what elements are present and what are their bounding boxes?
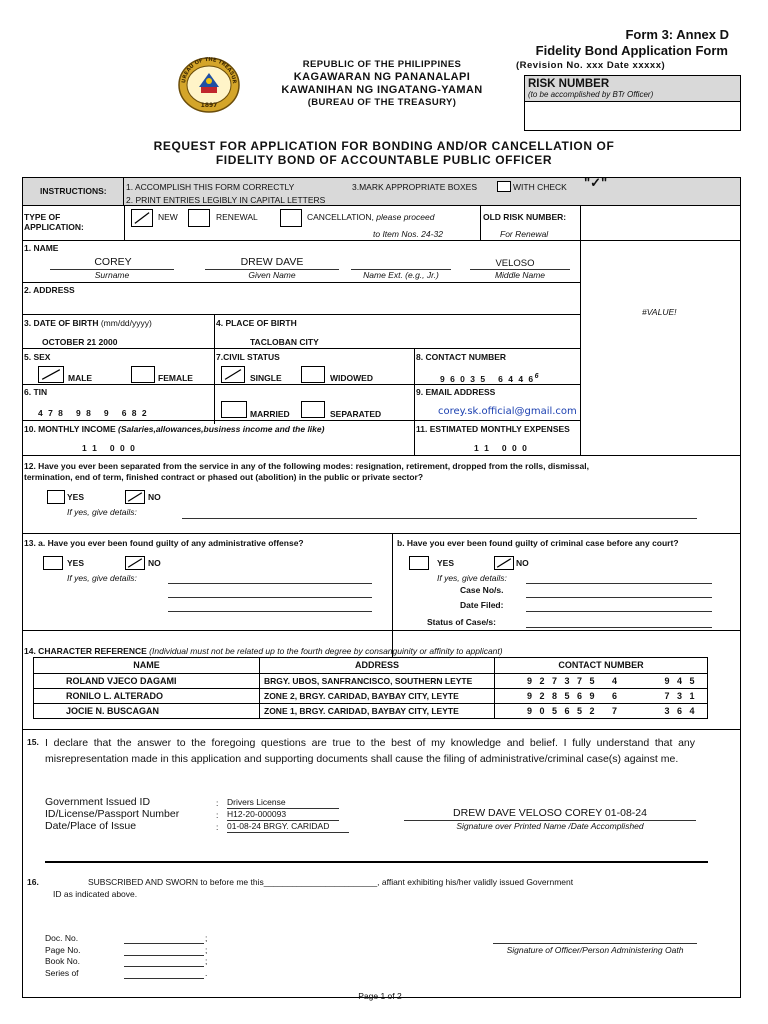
old-risk-number-note: For Renewal bbox=[500, 229, 549, 239]
monthly-expenses-value[interactable]: 1 1 0 0 0 bbox=[474, 443, 529, 453]
dob-value[interactable]: OCTOBER 21 2000 bbox=[42, 337, 118, 347]
applicant-signature[interactable]: DREW DAVE VELOSO COREY 01-08-24 bbox=[453, 807, 647, 819]
monthly-expenses-label: 11. ESTIMATED MONTHLY EXPENSES bbox=[416, 424, 570, 434]
instruction-3: 3.MARK APPROPRIATE BOXES bbox=[352, 182, 478, 192]
contact-number-superscript: 6 bbox=[534, 373, 541, 380]
surname-value[interactable]: COREY bbox=[94, 256, 132, 268]
q13b-no-checkbox[interactable] bbox=[494, 556, 514, 570]
q13b-status-label: Status of Case/s: bbox=[427, 617, 496, 627]
instructions-label: INSTRUCTIONS: bbox=[40, 186, 107, 196]
married-checkbox[interactable] bbox=[221, 401, 247, 418]
female-checkbox[interactable] bbox=[131, 366, 155, 383]
email-label: 9. EMAIL ADDRESS bbox=[416, 387, 496, 397]
check-mark-icon: "✓" bbox=[584, 175, 608, 190]
treasury-seal-logo bbox=[177, 57, 241, 113]
q13b-details-label: If yes, give details: bbox=[437, 573, 507, 583]
page-no-label: Page No. bbox=[45, 944, 81, 955]
risk-number-box[interactable] bbox=[524, 75, 741, 131]
signature-label: Signature over Printed Name /Date Accomplished bbox=[456, 821, 644, 831]
q13b-yes-checkbox[interactable] bbox=[409, 556, 429, 570]
main-title-line-2: FIDELITY BOND OF ACCOUNTABLE PUBLIC OFFICER bbox=[215, 153, 553, 167]
ref-row-2-address[interactable]: ZONE 2, BRGY. CARIDAD, BAYBAY CITY, LEYTE bbox=[259, 688, 495, 704]
q14-label: 14. CHARACTER REFERENCE bbox=[24, 646, 147, 656]
q16-text-1: SUBSCRIBED AND SWORN to before me this________________________, affiant exhibiting his/her validly issued Government bbox=[88, 877, 574, 887]
ref-header-address: ADDRESS bbox=[259, 657, 495, 674]
instruction-2: 2. PRINT ENTRIES LEGIBLY IN CAPITAL LETTERS bbox=[126, 195, 326, 205]
id-number-value[interactable]: H12-20-000093 bbox=[227, 809, 287, 819]
male-checkbox[interactable] bbox=[38, 366, 64, 383]
q13a-details-label: If yes, give details: bbox=[67, 573, 137, 583]
ref-row-1-contact[interactable]: 9 2 7 3 7 5 4 9 4 5 bbox=[494, 673, 708, 689]
q13b-date-filed-label: Date Filed: bbox=[460, 600, 504, 610]
q15-declaration: I declare that the answer to the foregoing questions are true to the best of my knowledge and belief. I fully understand that any misrepresentation made in this application and supporting documents shall cause the filing of administrative/criminal case(s) against me. bbox=[45, 737, 695, 765]
main-title-line-1: REQUEST FOR APPLICATION FOR BONDING AND/OR CANCELLATION OF bbox=[153, 139, 615, 153]
q16-number: 16. bbox=[27, 877, 39, 887]
name-label: 1. NAME bbox=[24, 243, 59, 253]
new-label: NEW bbox=[158, 212, 178, 222]
page-number: Page 1 of 2 bbox=[358, 991, 402, 1001]
department-heading-1: KAGAWARAN NG PANANALAPI bbox=[293, 71, 471, 83]
book-no-label: Book No. bbox=[45, 956, 80, 966]
ref-row-3-address[interactable]: ZONE 1, BRGY. CARIDAD, BAYBAY CITY, LEYTE bbox=[259, 703, 495, 719]
instruction-with-check: WITH CHECK bbox=[513, 182, 567, 192]
svg-text:BUREAU OF THE TREASURY: UREAU OF THE TREASUR bbox=[181, 57, 237, 84]
contact-number-label: 8. CONTACT NUMBER bbox=[416, 352, 507, 362]
republic-heading: REPUBLIC OF THE PHILIPPINES bbox=[302, 59, 462, 70]
ref-row-2-name[interactable]: RONILO L. ALTERADO bbox=[33, 688, 260, 704]
q13a-no-checkbox[interactable] bbox=[125, 556, 145, 570]
separated-checkbox[interactable] bbox=[301, 401, 325, 418]
dob-label: 3. DATE OF BIRTH bbox=[24, 318, 99, 328]
dob-format: (mm/dd/yyyy) bbox=[100, 318, 152, 328]
ref-row-1-address[interactable]: BRGY. UBOS, SANFRANCISCO, SOUTHERN LEYTE bbox=[259, 673, 495, 689]
address-label: 2. ADDRESS bbox=[24, 285, 75, 295]
type-of-application-label: TYPE OF APPLICATION: bbox=[24, 212, 84, 232]
q12-details-label: If yes, give details: bbox=[67, 507, 137, 517]
q16-text-2: ID as indicated above. bbox=[53, 889, 138, 899]
q13b-yes-label: YES bbox=[437, 558, 455, 568]
value-error: #VALUE! bbox=[642, 307, 677, 317]
risk-number-note: (to be accomplished by BTr Officer) bbox=[528, 90, 654, 99]
email-value[interactable]: corey.sk.official@gmail.com bbox=[438, 406, 577, 417]
middle-name-label: Middle Name bbox=[494, 270, 546, 280]
revision-note: (Revision No. xxx Date xxxxx) bbox=[516, 60, 666, 71]
q14-note: (Individual must not be related up to the fourth degree by consanguinity or affinity to applicant) bbox=[149, 646, 503, 656]
cancellation-note: please proceed bbox=[376, 212, 435, 222]
q13b-no-label: NO bbox=[516, 558, 529, 568]
form-number: Form 3: Annex D bbox=[625, 27, 729, 42]
given-name-value[interactable]: DREW DAVE bbox=[240, 256, 304, 268]
q12-text-2: termination, end of term, finished contract or phased out (abolition) in the public or private sector? bbox=[24, 472, 424, 482]
civil-status-label: 7.CIVIL STATUS bbox=[216, 352, 280, 362]
instruction-1: 1. ACCOMPLISH THIS FORM CORRECTLY bbox=[126, 182, 295, 192]
new-checkbox[interactable] bbox=[131, 209, 153, 227]
department-heading-2: KAWANIHAN NG INGATANG-YAMAN bbox=[281, 84, 483, 96]
cancellation-note-2: to Item Nos. 24-32 bbox=[373, 229, 443, 239]
ref-row-1-name[interactable]: ROLAND VJECO DAGAMI bbox=[33, 673, 260, 689]
q12-text-1: 12. Have you ever been separated from the service in any of the following modes: resignation, retirement, dropped from the rolls, dismissal, bbox=[24, 461, 589, 471]
date-place-value[interactable]: 01-08-24 BRGY. CARIDAD bbox=[227, 821, 330, 831]
monthly-income-label: 10. MONTHLY INCOME bbox=[24, 424, 116, 434]
male-label: MALE bbox=[68, 373, 93, 383]
married-label: MARRIED bbox=[250, 409, 290, 419]
female-label: FEMALE bbox=[158, 373, 193, 383]
ref-header-contact: CONTACT NUMBER bbox=[494, 657, 708, 674]
pob-value[interactable]: TACLOBAN CITY bbox=[250, 337, 319, 347]
single-label: SINGLE bbox=[250, 373, 282, 383]
widowed-checkbox[interactable] bbox=[301, 366, 325, 383]
contact-number-value[interactable]: 9 6 0 3 5 6 4 4 6 bbox=[440, 373, 535, 384]
q13a-yes-label: YES bbox=[67, 558, 85, 568]
gov-id-value[interactable]: Drivers License bbox=[227, 797, 286, 807]
q13a-yes-checkbox[interactable] bbox=[43, 556, 63, 570]
middle-name-value[interactable]: VELOSO bbox=[495, 258, 535, 269]
renewal-checkbox[interactable] bbox=[188, 209, 210, 227]
renewal-label: RENEWAL bbox=[216, 212, 258, 222]
ref-header-name: NAME bbox=[33, 657, 260, 674]
tin-value[interactable]: 4 7 8 9 8 9 6 8 2 bbox=[38, 408, 149, 418]
series-of-label: Series of bbox=[45, 967, 79, 978]
risk-number-label: RISK NUMBER bbox=[528, 78, 610, 90]
tin-label: 6. TIN bbox=[24, 387, 48, 397]
doc-no-label: Doc. No. bbox=[45, 933, 79, 943]
cancellation-label: CANCELLATION, bbox=[307, 212, 374, 222]
q12-yes-checkbox[interactable] bbox=[47, 490, 65, 504]
department-heading-3: (BUREAU OF THE TREASURY) bbox=[307, 97, 457, 108]
monthly-income-value[interactable]: 1 1 0 0 0 bbox=[82, 443, 137, 453]
gov-id-label: Government Issued ID bbox=[45, 796, 151, 808]
officer-signature-label: Signature of Officer/Person Administering Oath bbox=[506, 945, 684, 955]
name-extension-label: Name Ext. (e.g., Jr.) bbox=[363, 270, 439, 280]
separated-label: SEPARATED bbox=[330, 409, 382, 419]
form-frame bbox=[22, 177, 741, 998]
ref-row-2-contact[interactable]: 9 2 8 5 6 9 6 7 3 1 bbox=[494, 688, 708, 704]
widowed-label: WIDOWED bbox=[330, 373, 373, 383]
id-number-label: ID/License/Passport Number bbox=[45, 808, 180, 820]
cancellation-checkbox[interactable] bbox=[280, 209, 302, 227]
surname-label: Surname bbox=[94, 270, 130, 280]
pob-label: 4. PLACE OF BIRTH bbox=[216, 318, 297, 328]
q12-no-checkbox[interactable] bbox=[125, 490, 145, 504]
sex-label: 5. SEX bbox=[24, 352, 51, 362]
old-risk-number-label: OLD RISK NUMBER: bbox=[483, 212, 567, 222]
q13b-text: b. Have you ever been found guilty of criminal case before any court? bbox=[397, 538, 679, 548]
q13a-text: 13. a. Have you ever been found guilty of any administrative offense? bbox=[24, 538, 304, 548]
q15-number: 15. bbox=[27, 737, 39, 747]
single-checkbox[interactable] bbox=[221, 366, 245, 383]
svg-text:1897: 1897 bbox=[200, 102, 218, 109]
date-place-label: Date/Place of Issue bbox=[45, 820, 137, 832]
q13a-no-label: NO bbox=[148, 558, 161, 568]
form-title: Fidelity Bond Application Form bbox=[535, 43, 728, 58]
given-name-label: Given Name bbox=[248, 270, 296, 280]
ref-row-3-name[interactable]: JOCIE N. BUSCAGAN bbox=[33, 703, 260, 719]
q12-yes-label: YES bbox=[67, 492, 85, 502]
q12-no-label: NO bbox=[148, 492, 161, 502]
ref-row-3-contact[interactable]: 9 0 5 6 5 2 7 3 6 4 bbox=[494, 703, 708, 719]
monthly-income-note: (Salaries,allowances,business income and the like) bbox=[118, 424, 325, 434]
instruction-sample-checkbox bbox=[497, 181, 511, 192]
q13b-case-no-label: Case No/s. bbox=[460, 585, 504, 595]
